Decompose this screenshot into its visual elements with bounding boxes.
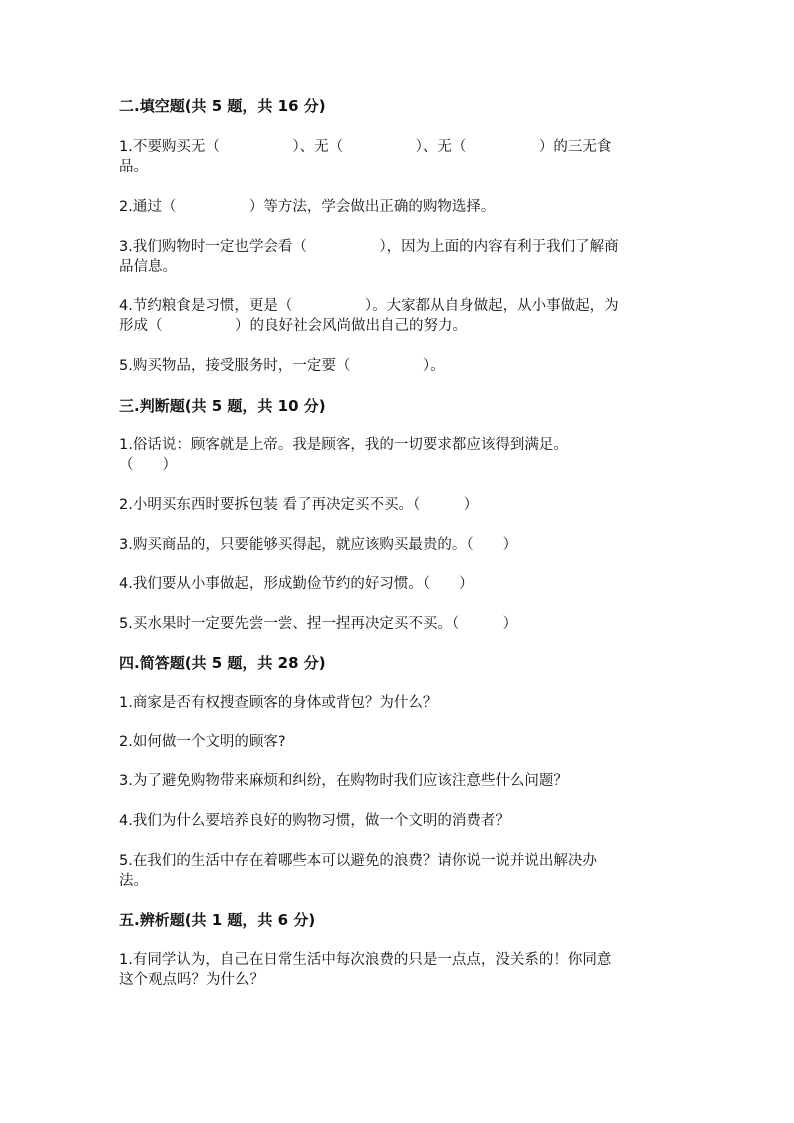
question-text: 4.我们要从小事做起，形成勤俭节约的好习惯。（ ） bbox=[119, 576, 474, 592]
question-text: 5.购买物品，接受服务时，一定要（ ）。 bbox=[119, 358, 445, 374]
question-text: 5.买水果时一定要先尝一尝、捏一捏再决定买不买。（ ） bbox=[119, 616, 518, 632]
question-text: 3.购买商品的，只要能够买得起，就应该购买最贵的。（ ） bbox=[119, 537, 518, 553]
question-text: 4.我们为什么要培养良好的购物习惯，做一个文明的消费者？ bbox=[119, 813, 510, 829]
question-text: 2.如何做一个文明的顾客? bbox=[119, 734, 286, 750]
section-heading-analysis: 五.辨析题(共 1 题，共 6 分) bbox=[119, 911, 316, 929]
question-text: 1.商家是否有权搜查顾客的身体或背包？为什么？ bbox=[119, 695, 438, 711]
question-text: 3.为了避免购物带来麻烦和纠纷，在购物时我们应该注意些什么问题？ bbox=[119, 773, 568, 789]
section-heading-fill-blank: 二.填空题(共 5 题，共 16 分) bbox=[119, 97, 326, 115]
question-text: 4.节约粮食是习惯，更是（ ）。大家都从自身做起，从小事做起，为 形成（ ）的良好社会风尚做出自己的努力。 bbox=[119, 298, 619, 334]
question-text: 2.通过（ ）等方法，学会做出正确的购物选择。 bbox=[119, 199, 496, 215]
question-text: 1.俗话说：顾客就是上帝。我是顾客，我的一切要求都应该得到满足。 （ ） bbox=[119, 437, 568, 473]
question-text: 1.有同学认为，自己在日常生活中每次浪费的只是一点点，没关系的！你同意 这个观点吗？为什么？ bbox=[119, 952, 612, 988]
question-text: 1.不要购买无（ ）、无（ ）、无（ ）的三无食 品。 bbox=[119, 139, 612, 175]
question-text: 3.我们购物时一定也学会看（ ），因为上面的内容有利于我们了解商 品信息。 bbox=[119, 239, 619, 275]
question-text: 5.在我们的生活中存在着哪些本可以避免的浪费？请你说一说并说出解决办 法。 bbox=[119, 853, 597, 889]
section-heading-true-false: 三.判断题(共 5 题，共 10 分) bbox=[119, 397, 326, 415]
question-text: 2.小明买东西时要拆包装 看了再决定买不买。（ ） bbox=[119, 497, 479, 513]
section-heading-short-answer: 四.简答题(共 5 题，共 28 分) bbox=[119, 654, 326, 672]
